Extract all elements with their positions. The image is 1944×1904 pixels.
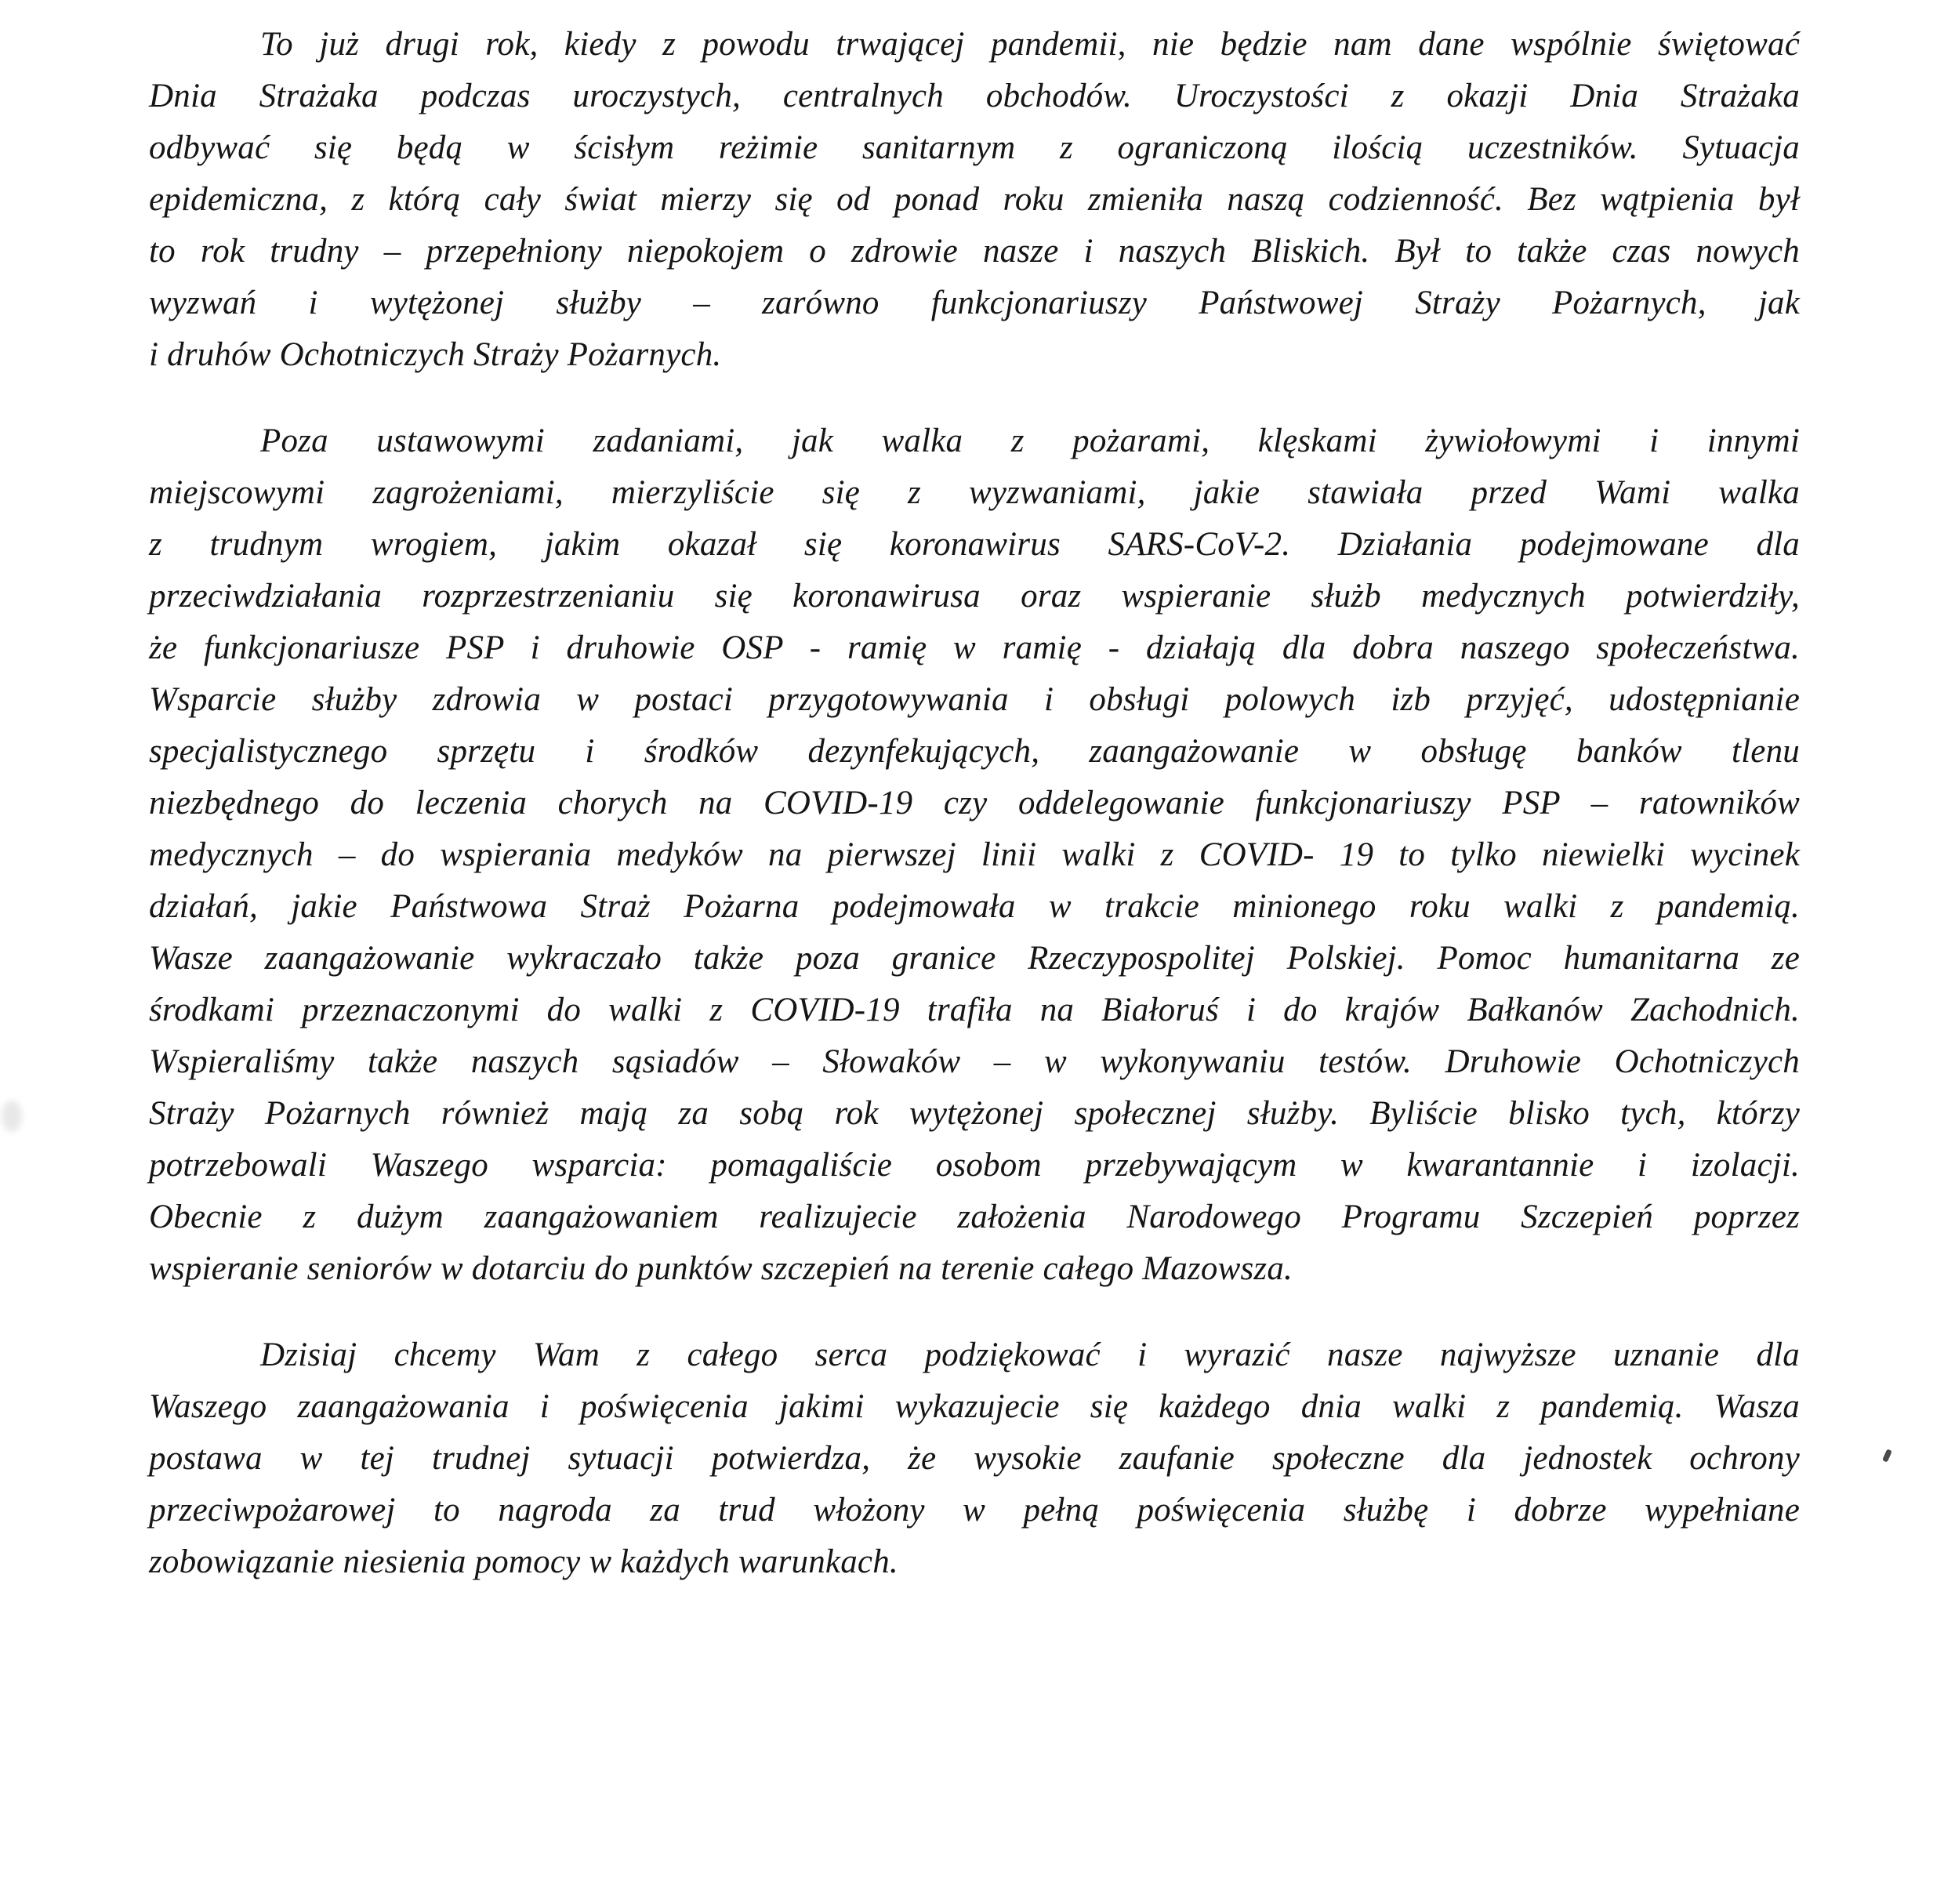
- text-line: postawa w tej trudnej sytuacji potwierdza, że wysokie zaufanie społeczne dla jednostek ochrony: [149, 1440, 1800, 1477]
- text-line: że funkcjonariusze PSP i druhowie OSP - ramię w ramię - działają dla dobra naszego społeczeństwa.: [149, 629, 1800, 666]
- text-line: Wsparcie służby zdrowia w postaci przygotowywania i obsługi polowych izb przyjęć, udostępnianie: [149, 681, 1800, 718]
- text-line: przeciwdziałania rozprzestrzenianiu się koronawirusa oraz wspieranie służb medycznych potwierdziły,: [149, 578, 1800, 615]
- text-line: Wasze zaangażowanie wykraczało także poza granice Rzeczypospolitej Polskiej. Pomoc humanitarna ze: [149, 940, 1800, 977]
- text-line: epidemiczna, z którą cały świat mierzy się od ponad roku zmieniła naszą codzienność. Bez wątpienia był: [149, 181, 1800, 218]
- text-line: przeciwpożarowej to nagroda za trud włożony w pełną poświęcenia służbę i dobrze wypełniane: [149, 1492, 1800, 1529]
- text-line: potrzebowali Waszego wsparcia: pomagaliście osobom przebywającym w kwarantannie i izolacji.: [149, 1147, 1800, 1184]
- text-line: miejscowymi zagrożeniami, mierzyliście się z wyzwaniami, jakie stawiała przed Wami walka: [149, 474, 1800, 511]
- text-line: wspieranie seniorów w dotarciu do punktów szczepień na terenie całego Mazowsza.: [149, 1250, 1293, 1287]
- text-line: Dzisiaj chcemy Wam z całego serca podziękować i wyrazić nasze najwyższe uznanie dla: [260, 1336, 1800, 1373]
- letter-body: [149, 19, 1800, 1588]
- text-line: Wspieraliśmy także naszych sąsiadów – Słowaków – w wykonywaniu testów. Druhowie Ochotniczych: [149, 1043, 1800, 1080]
- paragraph-3: [149, 1329, 1800, 1588]
- text-line: wyzwań i wytężonej służby – zarówno funkcjonariuszy Państwowej Straży Pożarnych, jak: [149, 285, 1800, 321]
- text-line: działań, jakie Państwowa Straż Pożarna podejmowała w trakcie minionego roku walki z pandemią.: [149, 888, 1800, 925]
- text-line: środkami przeznaczonymi do walki z COVID-19 trafiła na Białoruś i do krajów Bałkanów Zachodnich.: [149, 992, 1800, 1028]
- text-line: Waszego zaangażowania i poświęcenia jakimi wykazujecie się każdego dnia walki z pandemią. Wasza: [149, 1388, 1800, 1425]
- text-line: niezbędnego do leczenia chorych na COVID-19 czy oddelegowanie funkcjonariuszy PSP – ratowników: [149, 785, 1800, 821]
- scan-smudge: [2, 1101, 22, 1132]
- text-line: Dnia Strażaka podczas uroczystych, centralnych obchodów. Uroczystości z okazji Dnia Strażaka: [149, 78, 1800, 114]
- text-line: z trudnym wrogiem, jakim okazał się koronawirus SARS-CoV-2. Działania podejmowane dla: [149, 526, 1800, 563]
- paragraph-1: [149, 19, 1800, 381]
- text-line: Obecnie z dużym zaangażowaniem realizujecie założenia Narodowego Programu Szczepień poprzez: [149, 1199, 1800, 1235]
- text-line: To już drugi rok, kiedy z powodu trwającej pandemii, nie będzie nam dane wspólnie świętować: [260, 26, 1800, 63]
- text-line: Straży Pożarnych również mają za sobą rok wytężonej społecznej służby. Byliście blisko tych, którzy: [149, 1095, 1800, 1132]
- text-line: zobowiązanie niesienia pomocy w każdych warunkach.: [149, 1543, 898, 1580]
- scan-speck: [1882, 1449, 1892, 1462]
- text-line: Poza ustawowymi zadaniami, jak walka z pożarami, klęskami żywiołowymi i innymi: [260, 423, 1800, 459]
- text-line: medycznych – do wspierania medyków na pierwszej linii walki z COVID- 19 to tylko niewielki wycinek: [149, 836, 1800, 873]
- text-line: to rok trudny – przepełniony niepokojem o zdrowie nasze i naszych Bliskich. Był to także czas nowych: [149, 233, 1800, 270]
- text-line: odbywać się będą w ścisłym reżimie sanitarnym z ograniczoną ilością uczestników. Sytuacja: [149, 129, 1800, 166]
- text-line: specjalistycznego sprzętu i środków dezynfekujących, zaangażowanie w obsługę banków tlenu: [149, 733, 1800, 770]
- paragraph-2: [149, 415, 1800, 1295]
- text-line: i druhów Ochotniczych Straży Pożarnych.: [149, 336, 722, 373]
